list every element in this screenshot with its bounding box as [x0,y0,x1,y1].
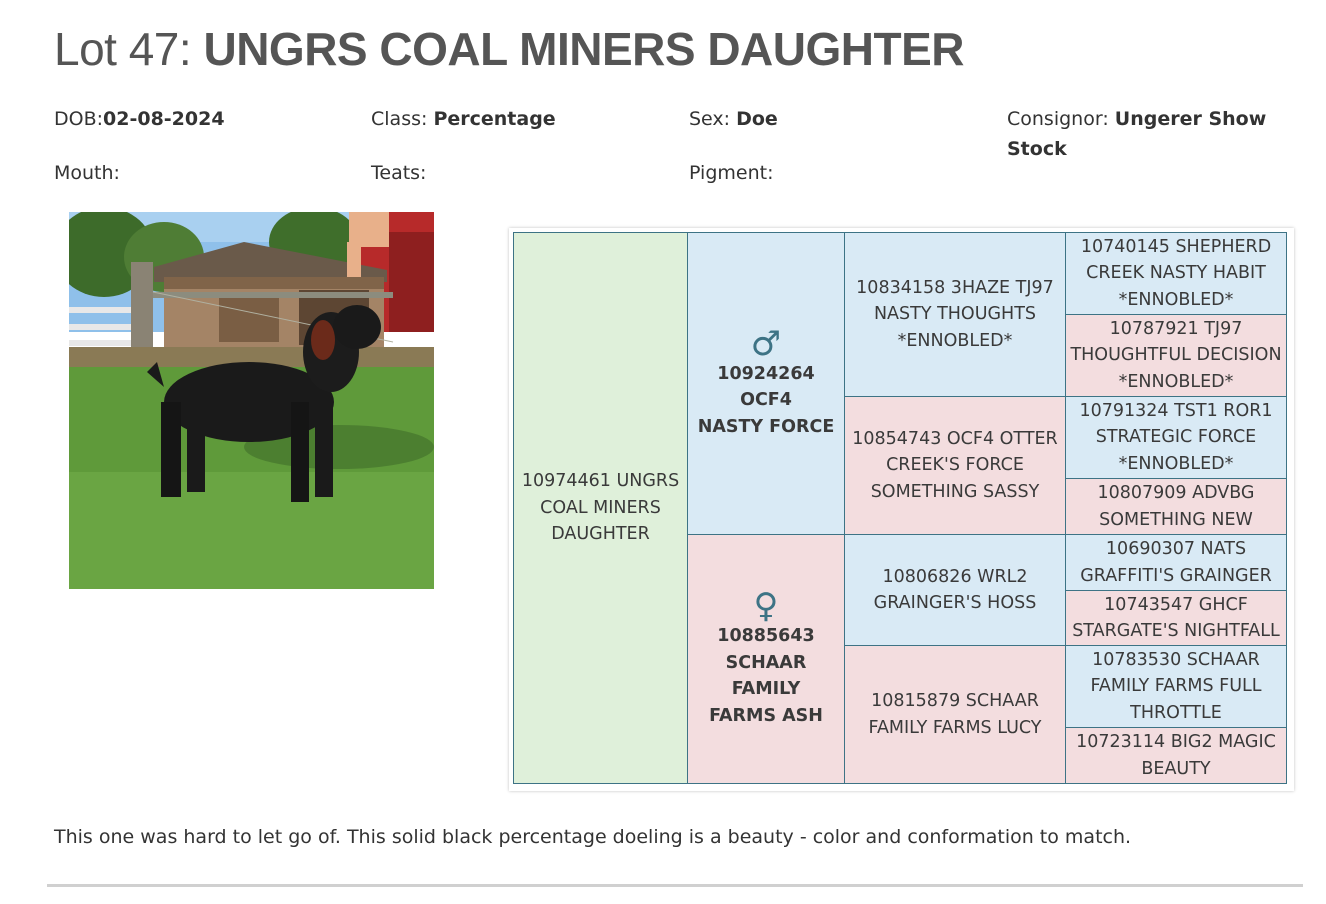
pedigree-ggp-5[interactable] [1065,534,1287,591]
dob-label: DOB: [54,108,104,130]
ggp-line: *ENNOBLED* [1118,371,1234,392]
ggp-line: 10743547 GHCF [1104,594,1248,615]
dob-value: 02-08-2024 [103,108,225,130]
gp-line: 10834158 3HAZE TJ97 [856,277,1054,298]
lot-number: Lot 47: [54,23,192,75]
subject-line: DAUGHTER [551,524,650,545]
pedigree-chart [509,228,1294,791]
ggp-line: SOMETHING NEW [1099,509,1253,530]
pedigree-ggp-2[interactable] [1065,314,1287,397]
mouth-field [54,158,120,188]
gp-line: GRAINGER'S HOSS [873,593,1037,613]
teats-label: Teats: [371,162,427,184]
ggp-line: 10807909 ADVBG [1097,483,1255,503]
gp-line: *ENNOBLED* [897,330,1013,351]
subject-line: COAL MINERS [540,497,661,518]
gp-line: 10806826 WRL2 [882,566,1028,587]
pedigree-dam[interactable] [687,534,845,784]
sire-line: NASTY FORCE [697,416,835,437]
class-field [371,104,556,134]
lot-description: This one was hard to let go of. This solid black percentage doeling is a beauty - color and conformation to match. [54,826,1132,848]
ggp-line: BEAUTY [1141,758,1211,779]
pedigree-sire[interactable] [687,232,845,535]
ggp-line: 10740145 SHEPHERD [1080,236,1272,257]
consignor-field [1007,104,1266,164]
ggp-line: CREEK NASTY HABIT [1086,263,1266,284]
pedigree-ggp-3[interactable] [1065,396,1287,479]
gp-line: FAMILY FARMS LUCY [868,717,1042,738]
female-symbol-icon: ♀ [753,586,779,626]
class-label: Class: [371,108,428,130]
ggp-line: 10723114 BIG2 MAGIC [1076,732,1276,752]
lot-title [54,20,964,78]
ggp-line: 10791324 TST1 ROR1 [1079,400,1273,421]
gp-line: NASTY THOUGHTS [873,304,1037,325]
pedigree-granddam-paternal[interactable] [844,396,1066,535]
ggp-line: STRATEGIC FORCE [1095,427,1257,448]
sex-value: Doe [736,108,778,130]
mouth-label: Mouth: [54,162,120,184]
pedigree-grandsire-paternal[interactable] [844,232,1066,397]
dam-line: 10885643 [717,626,815,646]
sire-line: 10924264 OCF4 [717,363,815,411]
gp-line: 10854743 OCF4 OTTER [852,428,1058,449]
ggp-line: FAMILY FARMS FULL [1090,676,1262,697]
pedigree-grandsire-maternal[interactable] [844,534,1066,646]
sex-label: Sex: [689,108,731,130]
pedigree-subject[interactable] [513,232,688,784]
ggp-line: 10690307 NATS [1105,539,1247,559]
pigment-field [689,158,773,188]
dam-line: SCHAAR FAMILY [725,652,807,699]
consignor-value-line2: Stock [1007,138,1067,160]
goat-photo[interactable] [69,212,434,589]
ggp-line: GRAFFITI'S GRAINGER [1080,565,1272,586]
ggp-line: 10787921 TJ97 [1109,318,1243,339]
class-value: Percentage [433,108,556,130]
sex-field [689,104,778,134]
pedigree-granddam-maternal[interactable] [844,645,1066,784]
consignor-label: Consignor: [1007,108,1109,130]
dob-field [54,104,225,134]
ggp-line: THROTTLE [1130,702,1222,723]
animal-name: UNGRS COAL MINERS DAUGHTER [203,23,964,75]
pedigree-ggp-7[interactable] [1065,645,1287,728]
gp-line: 10815879 SCHAAR [871,691,1039,711]
male-symbol-icon: ♂ [750,323,782,364]
pigment-label: Pigment: [689,162,774,184]
ggp-line: THOUGHTFUL DECISION [1070,345,1282,366]
pedigree-ggp-1[interactable] [1065,232,1287,315]
ggp-line: 10783530 SCHAAR [1092,649,1260,670]
pedigree-ggp-4[interactable] [1065,478,1287,535]
pedigree-ggp-8[interactable] [1065,727,1287,784]
consignor-value-line1: Ungerer Show [1114,108,1267,130]
teats-field [371,158,426,188]
gp-line: CREEK'S FORCE [886,455,1024,476]
ggp-line: STARGATE'S NIGHTFALL [1072,621,1280,641]
pedigree-ggp-6[interactable] [1065,590,1287,646]
goat-photo-image [69,212,434,589]
section-divider [47,884,1303,887]
ggp-line: *ENNOBLED* [1118,289,1234,310]
ggp-line: *ENNOBLED* [1118,453,1234,474]
subject-line: 10974461 UNGRS [521,471,680,492]
gp-line: SOMETHING SASSY [870,481,1040,502]
dam-line: FARMS ASH [709,705,823,726]
